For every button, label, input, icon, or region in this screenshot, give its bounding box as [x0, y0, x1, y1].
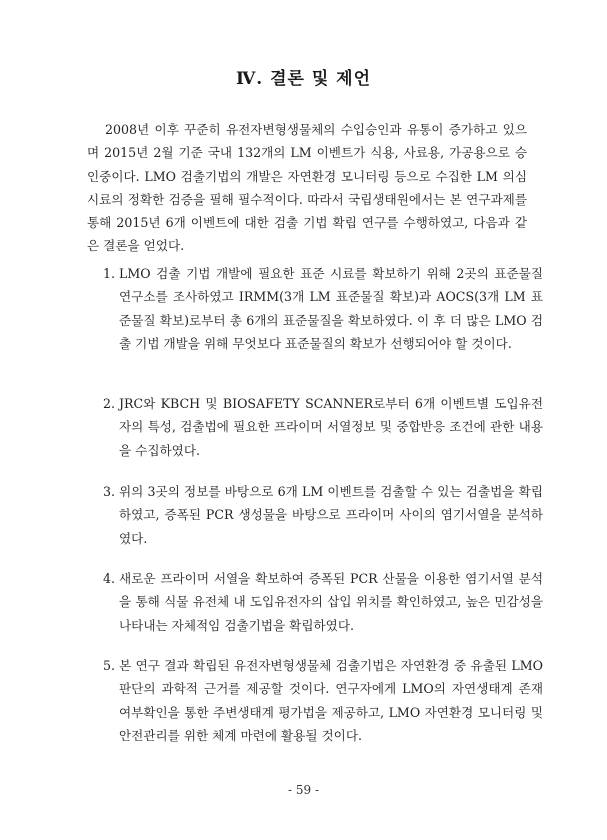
list-item-number: 4.	[103, 571, 116, 586]
list-item-number: 1.	[103, 266, 116, 281]
intro-paragraph: 2008년 이후 꾸준히 유전자변형생물체의 수입승인과 유통이 증가하고 있으며 2015년 2월 기준 국내 132개의 LM 이벤트가 식용, 사료용, 가공용으로 승인중이다. LMO 검출기법의 개발은 자연환경 모니터링 등으로 수집한 LM 의심시료의 정확한 검증을 필해 필수적이다. 따라서 국립생태원에서는 본 연구과제를 통해 2015년 6개 이벤트에 대한 검출 기법 확립 연구를 수행하였고, 다음과 같은 결론을 얻었다.	[87, 122, 527, 254]
list-item-number: 3.	[103, 484, 116, 499]
page-number: - 59 -	[287, 783, 319, 797]
list-item	[103, 392, 543, 462]
list-item-text: 위의 3곳의 정보를 바탕으로 6개 LM 이벤트를 검출할 수 있는 검출법을 확립하였고, 증폭된 PCR 생성물을 바탕으로 프라이머 사이의 염기서열을 분석하였다.	[119, 484, 543, 546]
list-item-number: 2.	[103, 396, 116, 411]
list-item	[103, 262, 543, 355]
list-item-text: 새로운 프라이머 서열을 확보하여 증폭된 PCR 산물을 이용한 염기서열 분석을 통해 식물 유전체 내 도입유전자의 삽입 위치를 확인하였고, 높은 민감성을 나타내는 자체적임 검출기법을 확립하였다.	[119, 571, 543, 633]
list-item-number: 5.	[103, 658, 116, 673]
list-item	[103, 480, 543, 550]
list-item-text: JRC와 KBCH 및 BIOSAFETY SCANNER로부터 6개 이벤트별 도입유전자의 특성, 검출법에 필요한 프라이머 서열정보 및 중합반응 조건에 관한 내용을 수집하였다.	[119, 396, 543, 458]
list-item	[103, 567, 543, 637]
list-item-text: 본 연구 결과 확립된 유전자변형생물체 검출기법은 자연환경 중 유출된 LMO 판단의 과학적 근거를 제공할 것이다. 연구자에게 LMO의 자연생태계 존재 여부확인을 통한 주변생태계 평가법을 제공하고, LMO 자연환경 모니터링 및 안전관리를 위한 체계 마련에 활용될 것이다.	[119, 658, 543, 743]
list-item	[103, 654, 543, 747]
list-item-text: LMO 검출 기법 개발에 필요한 표준 시료를 확보하기 위해 2곳의 표준물질 연구소를 조사하였고 IRMM(3개 LM 표준물질 확보)과 AOCS(3개 LM 표준물질 확보)로부터 총 6개의 표준물질을 확보하였다. 이 후 더 많은 LMO 검출 기법 개발을 위해 무엇보다 표준물질의 확보가 선행되어야 할 것이다.	[119, 266, 543, 351]
page-title: Ⅳ. 결론 및 제언	[235, 69, 372, 89]
